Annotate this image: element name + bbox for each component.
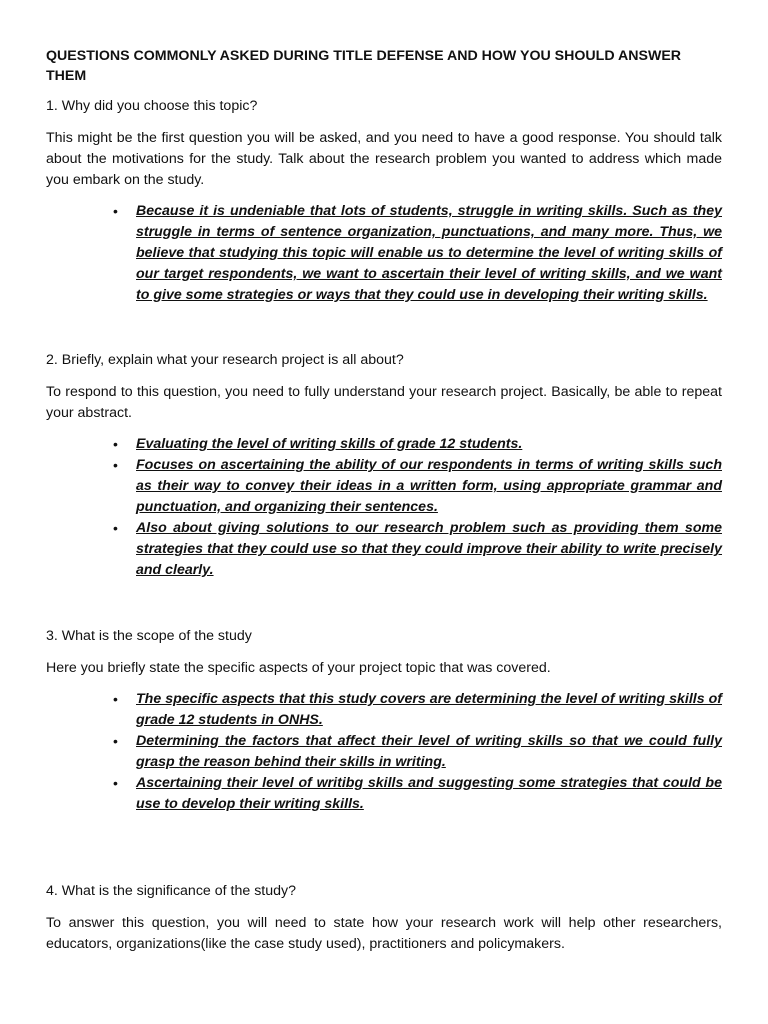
answer-text: Because it is undeniable that lots of students, struggle in writing skills. Such as they struggle in terms of sentence organization, punctuations, and many more. Thus, we believe that studying this topic will enable us to determine the level of writing skills of our target respondents, we want to ascertain their level of writing skills, and we want to give some strategies or ways that they could use in developing their writing skills.	[136, 203, 722, 303]
explanation-3: Here you briefly state the specific aspects of your project topic that was covered.	[46, 660, 551, 676]
bullet-icon: •	[113, 203, 118, 219]
answer-list-2	[46, 434, 722, 581]
question-3: 3. What is the scope of the study	[46, 628, 252, 644]
explanation-1: This might be the first question you will be asked, and you need to have a good response. You should talk about the motivations for the study. Talk about the research problem you wanted to address which made you embark on the study.	[46, 130, 722, 188]
answer-text: Determining the factors that affect their level of writing skills so that we could fully grasp the reason behind their skills in writing.	[136, 733, 722, 770]
answer-text: The specific aspects that this study covers are determining the level of writing skills of grade 12 students in ONHS.	[136, 691, 722, 728]
answer-text: Ascertaining their level of writibg skills and suggesting some strategies that could be use to develop their writing skills.	[136, 775, 722, 812]
question-2: 2. Briefly, explain what your research project is all about?	[46, 352, 404, 368]
answer-item	[113, 455, 722, 518]
answer-item	[113, 518, 722, 581]
bullet-icon: •	[113, 775, 118, 791]
answer-text: Also about giving solutions to our research problem such as providing them some strategies that they could use so that they could improve their ability to write precisely and clearly.	[136, 520, 722, 578]
answer-item	[113, 731, 722, 773]
answer-text: Focuses on ascertaining the ability of our respondents in terms of writing skills such as their way to convey their ideas in a written form, using appropriate grammar and punctuation, and organizing their sentences.	[136, 457, 722, 515]
answer-list-1	[46, 201, 722, 306]
bullet-icon: •	[113, 436, 118, 452]
document-page	[46, 46, 722, 965]
answer-item	[113, 689, 722, 731]
answer-item	[113, 773, 722, 815]
bullet-icon: •	[113, 733, 118, 749]
document-title: QUESTIONS COMMONLY ASKED DURING TITLE DEFENSE AND HOW YOU SHOULD ANSWER THEM	[46, 48, 682, 84]
question-1: 1. Why did you choose this topic?	[46, 98, 258, 114]
bullet-icon: •	[113, 457, 118, 473]
answer-text: Evaluating the level of writing skills of grade 12 students.	[136, 436, 523, 452]
explanation-2: To respond to this question, you need to fully understand your research project. Basically, be able to repeat your abstract.	[46, 384, 722, 421]
bullet-icon: •	[113, 691, 118, 707]
explanation-4: To answer this question, you will need to state how your research work will help other researchers, educators, organizations(like the case study used), practitioners and policymakers.	[46, 915, 722, 952]
answer-item	[113, 434, 722, 455]
answer-list-3	[46, 689, 722, 815]
question-4: 4. What is the significance of the study?	[46, 883, 296, 899]
answer-item	[113, 201, 722, 306]
bullet-icon: •	[113, 520, 118, 536]
